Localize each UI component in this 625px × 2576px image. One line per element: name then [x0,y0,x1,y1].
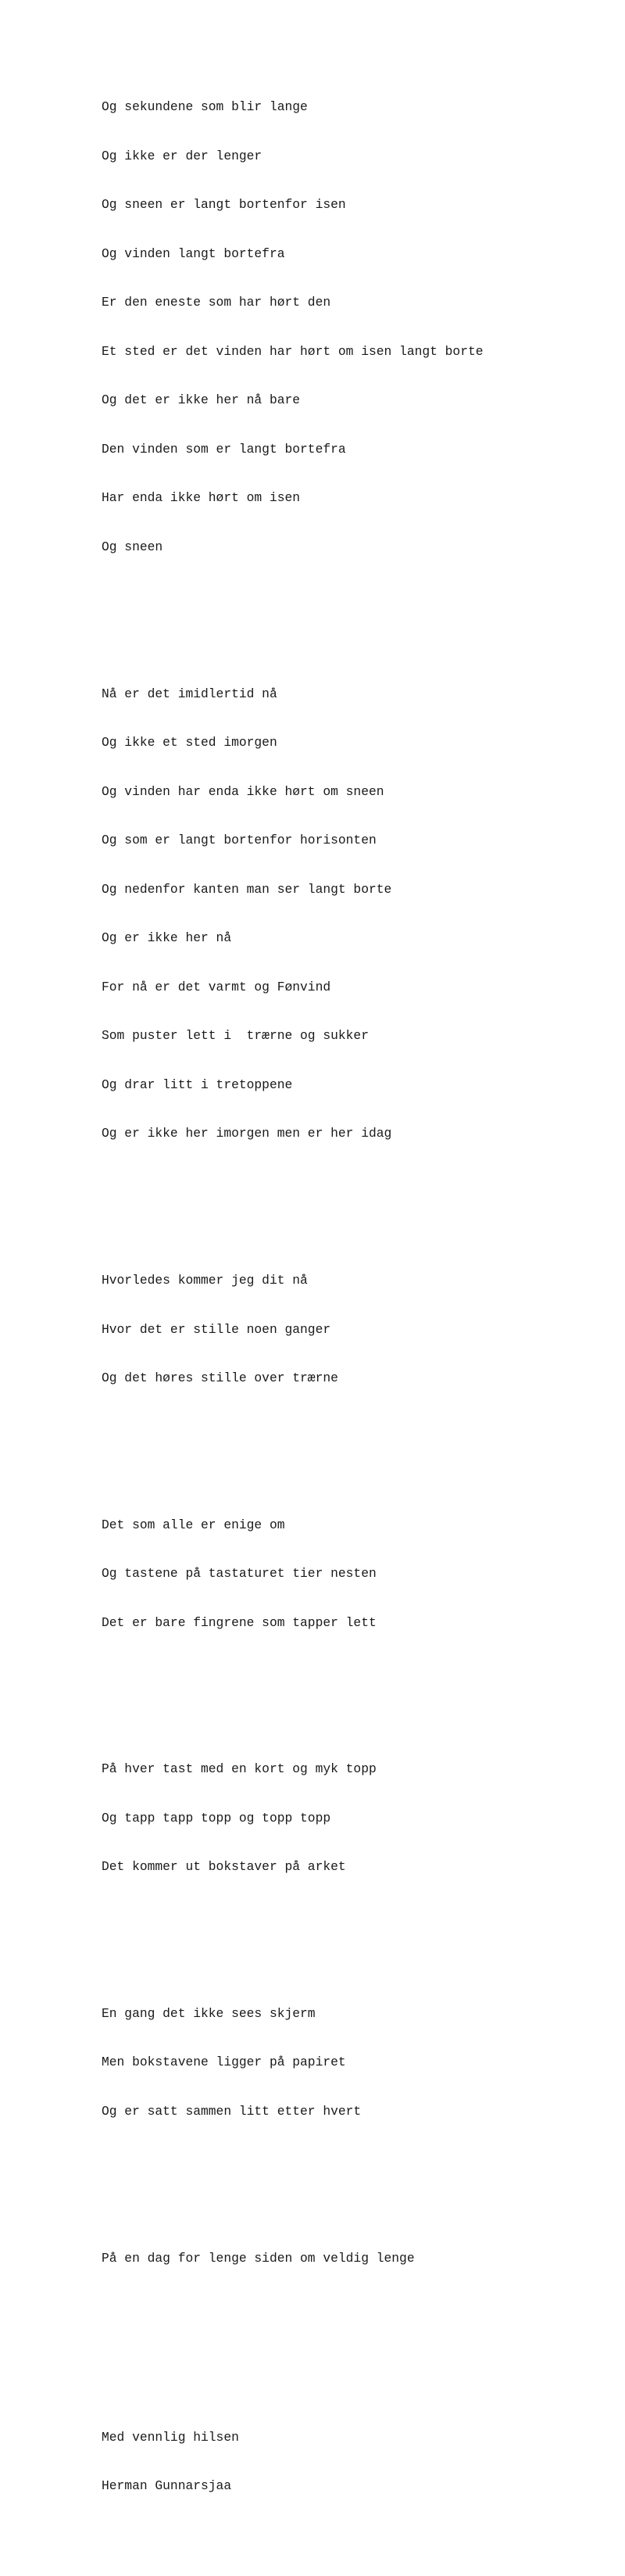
poem-line: Men bokstavene ligger på papiret [102,2055,346,2070]
poem-line: Og nedenfor kanten man ser langt borte [102,881,392,897]
poem-line: Er den eneste som har hørt den [102,295,331,310]
poem-line: For nå er det varmt og Fønvind [102,979,331,994]
stanza-2 [102,654,609,1175]
poem-line: Og sneen [102,539,163,554]
stanza-5 [102,1729,609,1908]
poem-line: Det er bare fingrene som tapper lett [102,1614,377,1630]
signature: Herman Gunnarsjaa [102,2478,232,2494]
poem-line: Og det høres stille over trærne [102,1370,338,1386]
poem-line: Et sted er det vinden har hørt om isen langt borte [102,343,484,359]
poem-line: Og er ikke her imorgen men er her idag [102,1126,392,1141]
closing-block [102,2397,609,2528]
poem-line: Den vinden som er langt bortefra [102,441,346,457]
poem-line: Og det er ikke her nå bare [102,392,301,408]
poem-text [102,18,609,2576]
poem-line: Har enda ikke hørt om isen [102,490,301,506]
poem-line: En gang det ikke sees skjerm [102,2005,316,2021]
poem-line: Og sekundene som blir lange [102,99,308,115]
poem-line: Som puster lett i trærne og sukker [102,1028,369,1044]
poem-line: Og ikke et sted imorgen [102,735,277,751]
poem-line: Og som er langt bortenfor horisonten [102,833,377,848]
closing-greeting: Med vennlig hilsen [102,2429,239,2445]
stanza-3 [102,1240,609,1419]
poem-line: Og sneen er langt bortenfor isen [102,197,346,213]
poem-line: Og ikke er der lenger [102,148,262,163]
poem-line: Og er satt sammen litt etter hvert [102,2104,362,2119]
poem-line: Hvor det er stille noen ganger [102,1321,331,1337]
poem-line: På en dag for lenge siden om veldig lenge [102,2250,415,2266]
stanza-4 [102,1485,609,1664]
poem-line: Og er ikke her nå [102,930,232,946]
poem-line: Det som alle er enige om [102,1517,285,1532]
poem-line: Og tastene på tastaturet tier nesten [102,1566,377,1582]
stanza-1 [102,67,609,589]
poem-line: Det kommer ut bokstaver på arket [102,1859,346,1875]
poem-line: På hver tast med en kort og myk topp [102,1761,377,1777]
poem-line: Hvorledes kommer jeg dit nå [102,1272,308,1288]
stanza-7 [102,2218,609,2299]
stanza-6 [102,1973,609,2152]
poem-line: Og vinden langt bortefra [102,245,285,261]
poem-line: Nå er det imidlertid nå [102,686,277,701]
poem-line: Og drar litt i tretoppene [102,1077,293,1092]
poem-line: Og tapp tapp topp og topp topp [102,1810,331,1825]
poem-line: Og vinden har enda ikke hørt om sneen [102,783,384,799]
